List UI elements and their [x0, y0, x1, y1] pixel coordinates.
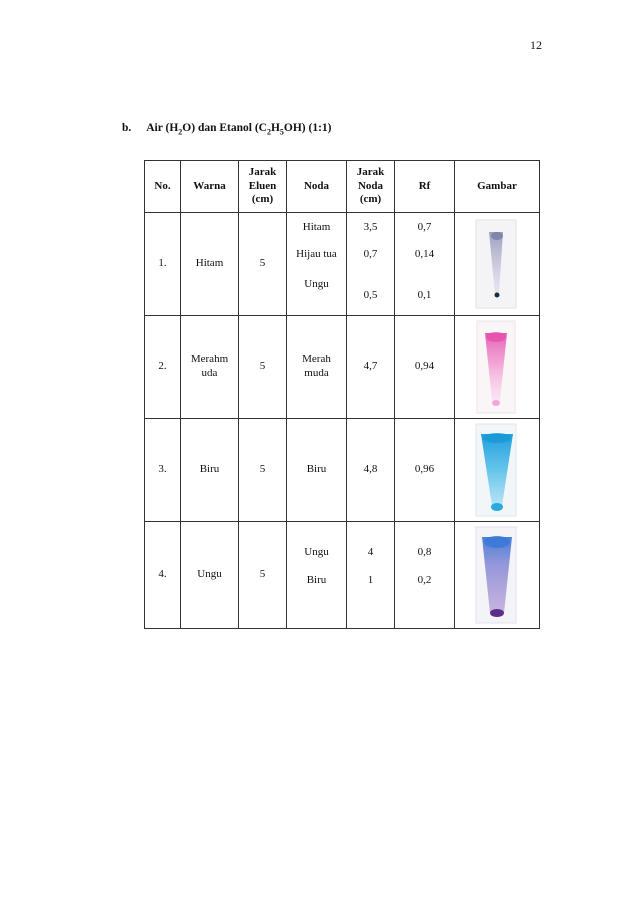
- page-number: 12: [530, 38, 542, 52]
- tlc-plate-image: [472, 319, 522, 415]
- header-noda: Noda: [287, 161, 347, 213]
- cell-rf: 0,7 0,14 0,1: [395, 213, 455, 316]
- cell-jarak-eluen: 5: [239, 316, 287, 419]
- cell-jarak-noda: 4,7: [347, 316, 395, 419]
- header-gambar: Gambar: [455, 161, 540, 213]
- tlc-plate-image: [472, 218, 522, 310]
- cell-jarak-eluen: 5: [239, 522, 287, 629]
- cell-warna: Ungu: [181, 522, 239, 629]
- header-jarak-eluen: Jarak Eluen (cm): [239, 161, 287, 213]
- cell-jarak-noda: 3,5 0,7 0,5: [347, 213, 395, 316]
- cell-jarak-noda: 4,8: [347, 419, 395, 522]
- header-rf: Rf: [395, 161, 455, 213]
- cell-jarak-eluen: 5: [239, 213, 287, 316]
- cell-warna: Hitam: [181, 213, 239, 316]
- cell-jarak-noda: 4 1: [347, 522, 395, 629]
- header-warna: Warna: [181, 161, 239, 213]
- table-row: [145, 213, 540, 316]
- tlc-plate-image: [472, 422, 522, 518]
- cell-warna: Biru: [181, 419, 239, 522]
- tlc-results-table: [144, 160, 540, 629]
- cell-gambar: [455, 316, 540, 419]
- tlc-plate-image: [472, 525, 522, 625]
- cell-no: 3.: [145, 419, 181, 522]
- cell-no: 2.: [145, 316, 181, 419]
- cell-noda: Biru: [287, 419, 347, 522]
- cell-no: 4.: [145, 522, 181, 629]
- header-no: No.: [145, 161, 181, 213]
- cell-rf: 0,96: [395, 419, 455, 522]
- cell-noda: Merah muda: [287, 316, 347, 419]
- cell-noda: Hitam Hijau tua Ungu: [287, 213, 347, 316]
- table-row: [145, 316, 540, 419]
- cell-noda: Ungu Biru: [287, 522, 347, 629]
- cell-jarak-eluen: 5: [239, 419, 287, 522]
- section-heading: [122, 122, 332, 136]
- table-row: [145, 522, 540, 629]
- table-header-row: [145, 161, 540, 213]
- cell-gambar: [455, 419, 540, 522]
- header-jarak-noda: Jarak Noda (cm): [347, 161, 395, 213]
- cell-no: 1.: [145, 213, 181, 316]
- table-row: [145, 419, 540, 522]
- cell-rf: 0,8 0,2: [395, 522, 455, 629]
- cell-gambar: [455, 522, 540, 629]
- cell-rf: 0,94: [395, 316, 455, 419]
- cell-gambar: [455, 213, 540, 316]
- section-label: b.: [122, 122, 132, 134]
- heading-text: Air $(H_2O)$ dan Etanol $(C_2H_5OH)$ (1:1): [146, 122, 332, 137]
- cell-warna: Merahm uda: [181, 316, 239, 419]
